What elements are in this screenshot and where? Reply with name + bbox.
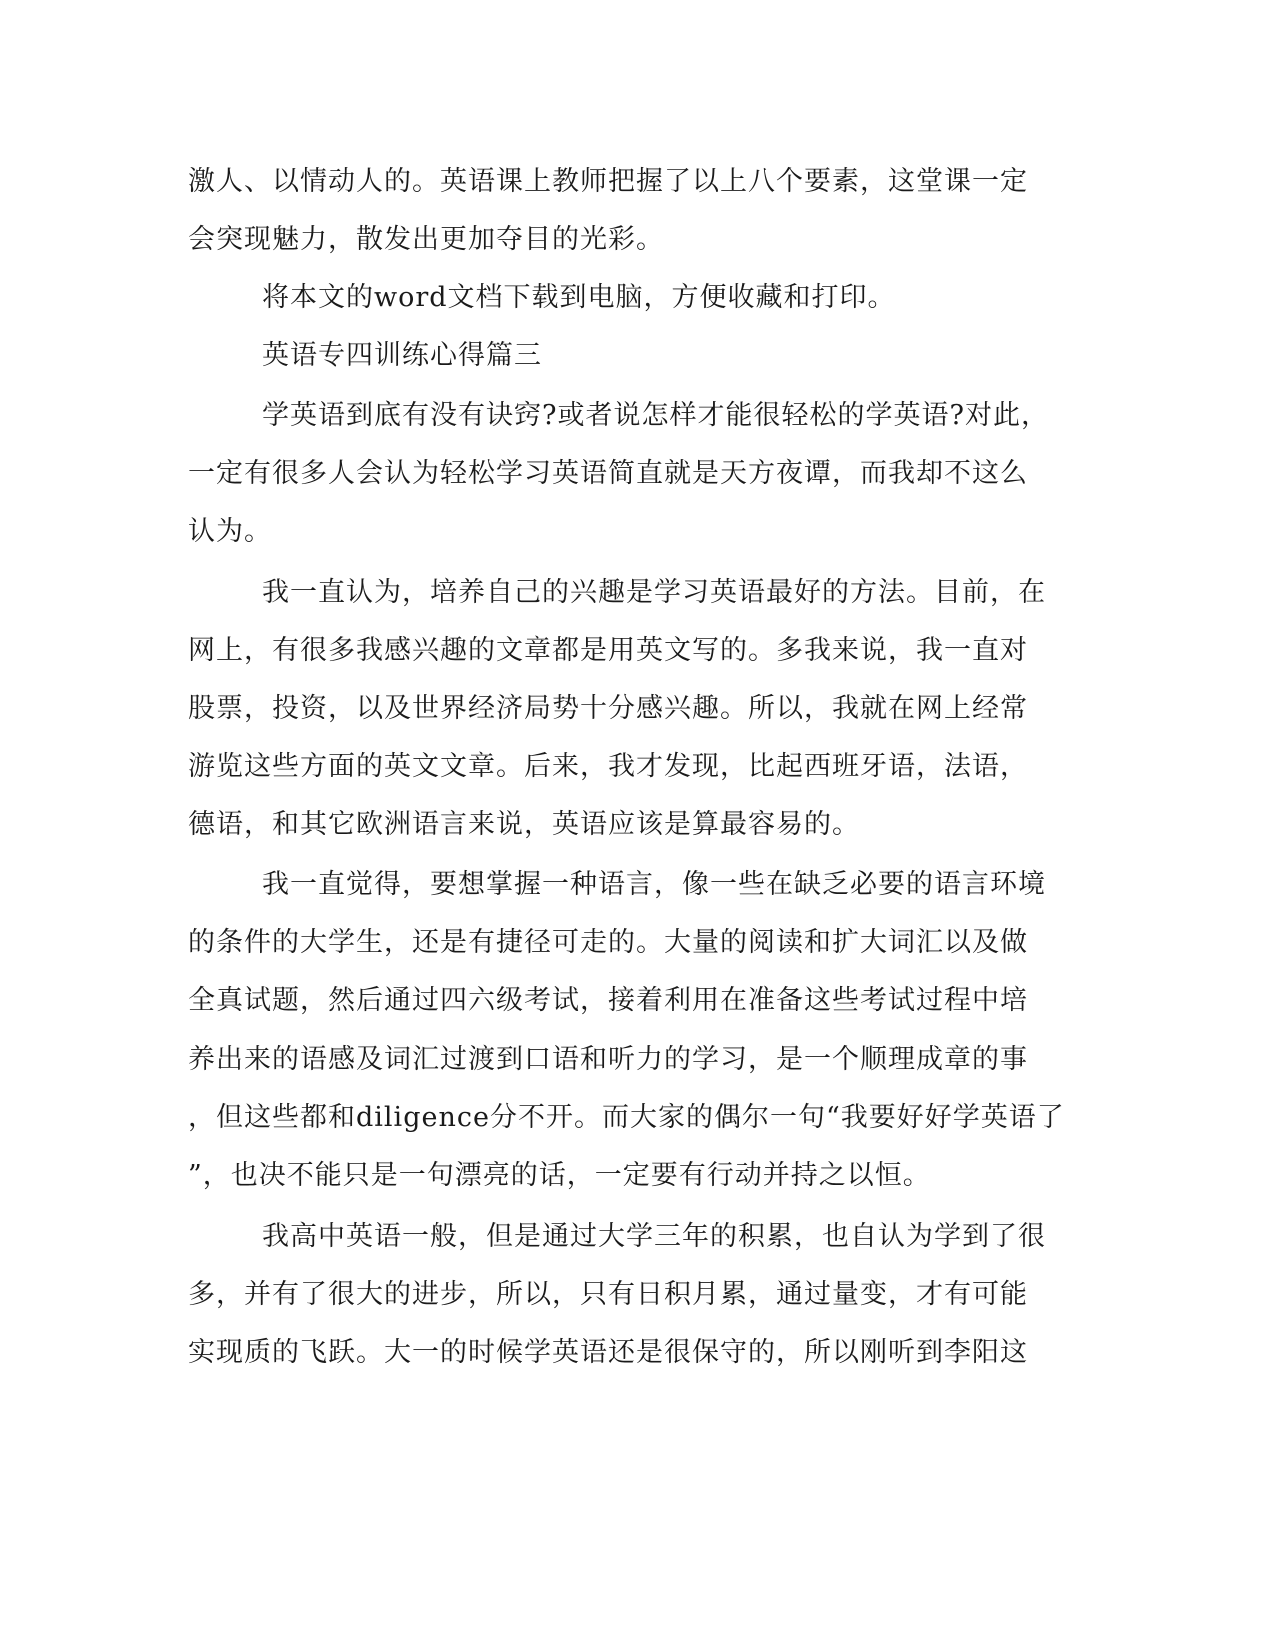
text-line: 激人、以情动人的。英语课上教师把握了以上八个要素，这堂课一定 (188, 166, 1028, 197)
text-line: 会突现魅力，散发出更加夺目的光彩。 (188, 224, 664, 255)
text-line: 德语，和其它欧洲语言来说，英语应该是算最容易的。 (188, 809, 860, 840)
text-line: 我一直认为，培养自己的兴趣是学习英语最好的方法。目前，在 (262, 577, 1046, 608)
text-line: 多，并有了很大的进步，所以，只有日积月累，通过量变，才有可能 (188, 1279, 1028, 1310)
text-line: 实现质的飞跃。大一的时候学英语还是很保守的，所以刚听到李阳这 (188, 1337, 1028, 1368)
text-line: 我一直觉得，要想掌握一种语言，像一些在缺乏必要的语言环境 (262, 869, 1046, 900)
text-line: 一定有很多人会认为轻松学习英语简直就是天方夜谭，而我却不这么 (188, 458, 1028, 489)
text-line: 的条件的大学生，还是有捷径可走的。大量的阅读和扩大词汇以及做 (188, 927, 1028, 958)
text-line: 学英语到底有没有诀窍?或者说怎样才能很轻松的学英语?对此， (262, 400, 1049, 431)
text-line: 全真试题，然后通过四六级考试，接着利用在准备这些考试过程中培 (188, 985, 1028, 1016)
text-line: ”，也决不能只是一句漂亮的话，一定要有行动并持之以恒。 (188, 1160, 931, 1191)
text-line: 游览这些方面的英文文章。后来，我才发现，比起西班牙语，法语， (188, 751, 1028, 782)
text-line: 网上，有很多我感兴趣的文章都是用英文写的。多我来说，我一直对 (188, 635, 1028, 666)
text-line: 我高中英语一般，但是通过大学三年的积累，也自认为学到了很 (262, 1221, 1046, 1252)
text-line: 养出来的语感及词汇过渡到口语和听力的学习，是一个顺理成章的事 (188, 1044, 1028, 1075)
text-line: 股票，投资，以及世界经济局势十分感兴趣。所以，我就在网上经常 (188, 693, 1028, 724)
text-line: 认为。 (188, 516, 272, 547)
text-line: ，但这些都和diligence分不开。而大家的偶尔一句“我要好好学英语了 (188, 1102, 1065, 1133)
text-line: 将本文的word文档下载到电脑，方便收藏和打印。 (262, 282, 896, 313)
section-heading: 英语专四训练心得篇三 (262, 340, 542, 371)
